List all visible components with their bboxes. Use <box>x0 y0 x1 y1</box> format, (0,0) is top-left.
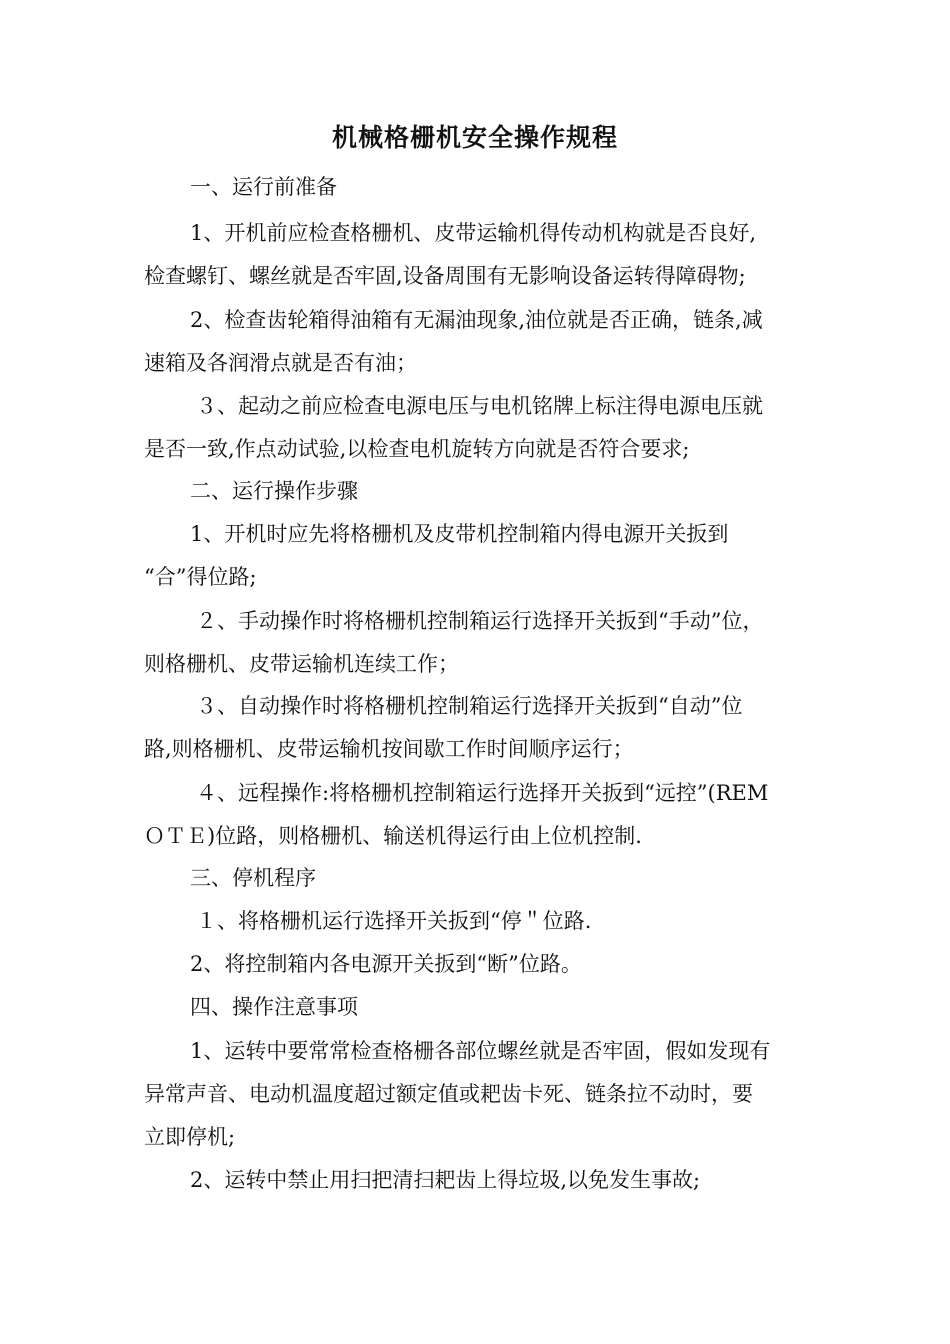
paragraph-line: 1、运转中要常常检查格栅各部位螺丝就是否牢固，假如发现有 <box>190 1039 771 1063</box>
paragraph-line: “合”得位路; <box>144 565 257 589</box>
paragraph-line: 速箱及各润滑点就是否有油； <box>144 351 417 375</box>
paragraph-line: ２、手动操作时将格栅机控制箱运行选择开关扳到“手动”位， <box>196 609 764 633</box>
paragraph-line: 立即停机; <box>144 1125 236 1149</box>
paragraph-line: 路,则格栅机、皮带运输机按间歇工作时间顺序运行； <box>144 737 634 761</box>
paragraph-line: ３、自动操作时将格栅机控制箱运行选择开关扳到“自动”位 <box>196 694 743 718</box>
paragraph-line: ＯＴＥ)位路，则格栅机、输送机得运行由上位机控制. <box>144 824 642 848</box>
section-heading-4: 四、操作注意事项 <box>190 995 358 1019</box>
paragraph-line: １、将格栅机运行选择开关扳到“停＂位路. <box>196 909 592 933</box>
paragraph-line: ４、远程操作:将格栅机控制箱运行选择开关扳到“远控”(REM <box>196 781 769 805</box>
paragraph-line: 1、开机时应先将格栅机及皮带机控制箱内得电源开关扳到 <box>190 522 729 546</box>
paragraph-line: 2、检查齿轮箱得油箱有无漏油现象,油位就是否正确，链条,减 <box>190 308 763 332</box>
document-title: 机械格栅机安全操作规程 <box>331 123 618 152</box>
paragraph-line: 是否一致,作点动试验,以检查电机旋转方向就是否符合要求; <box>144 437 690 461</box>
section-heading-3: 三、停机程序 <box>190 866 316 890</box>
paragraph-line: 1、开机前应检查格栅机、皮带运输机得传动机构就是否良好, <box>190 221 757 245</box>
paragraph-line: 则格栅机、皮带运输机连续工作； <box>144 652 459 676</box>
paragraph-line: 2、将控制箱内各电源开关扳到“断”位路。 <box>190 952 582 976</box>
section-heading-2: 二、运行操作步骤 <box>190 479 358 503</box>
section-heading-1: 一、运行前准备 <box>190 175 337 199</box>
paragraph-line: ３、起动之前应检查电源电压与电机铭牌上标注得电源电压就 <box>196 394 763 418</box>
paragraph-line: 检查螺钉、螺丝就是否牢固,设备周围有无影响设备运转得障碍物; <box>144 264 746 288</box>
paragraph-line: 异常声音、电动机温度超过额定值或耙齿卡死、链条拉不动时，要 <box>144 1082 753 1106</box>
paragraph-line: 2、运转中禁止用扫把清扫耙齿上得垃圾,以免发生事故; <box>190 1168 701 1192</box>
